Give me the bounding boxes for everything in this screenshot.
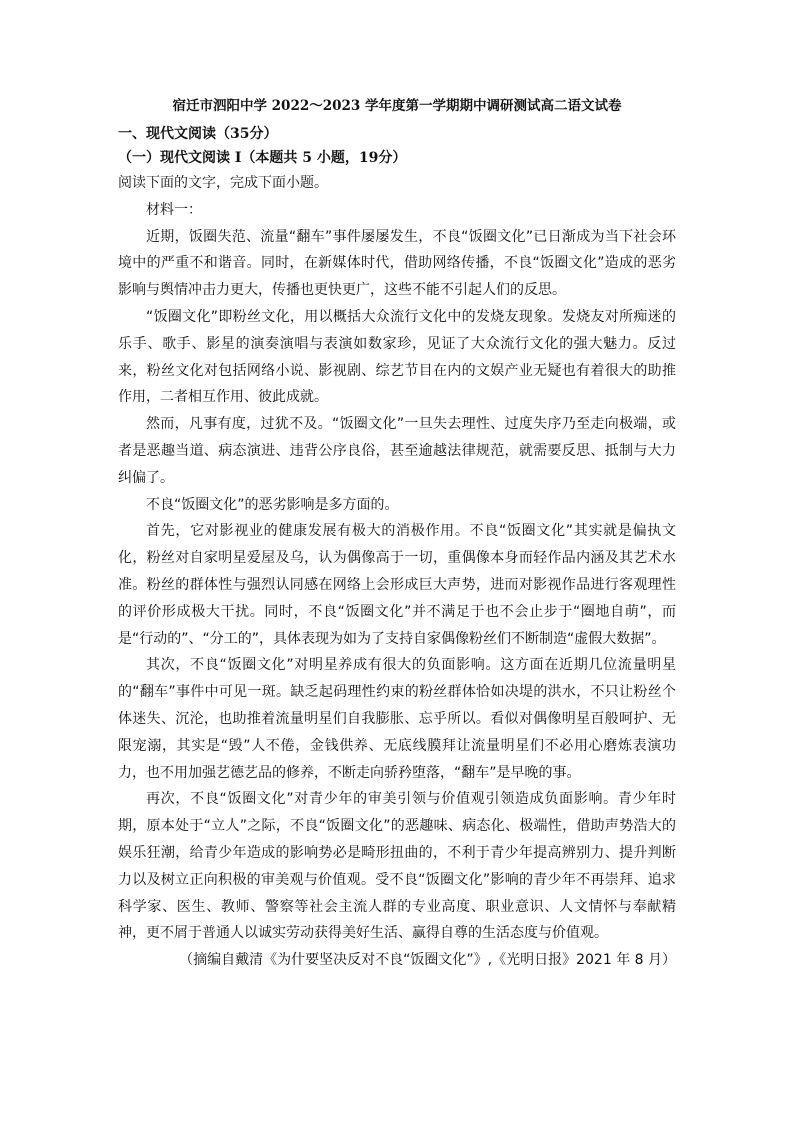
subsection-heading: （一）现代文阅读 I（本题共 5 小题，19分） (118, 150, 407, 166)
section-heading: 一、现代文阅读（35分） (118, 126, 278, 142)
paragraph-6: 其次，不良“饭圈文化”对明星养成有很大的负面影响。这方面在近期几位流量明星的“翻车”事件中可见一斑。缺乏起码理性约束的粉丝群体恰如决堤的洪水，不只让粉丝个体迷失、沉沦，也助推着流量明星们自我膨胀、忘乎所以。看似对偶像明星百般呵护、无限宠溺，其实是“毁”人不倦，金钱供养、无底线膜拜让流量明星们不必用心磨炼表演功力，也不用加强艺德艺品的修养，不断走向骄矜堕落，“翻车”是早晚的事。 (118, 657, 676, 781)
paragraph-5: 首先，它对影视业的健康发展有极大的消极作用。不良“饭圈文化”其实就是偏执文化，粉丝对自家明星爱屋及乌，认为偶像高于一切，重偶像本身而轻作品内涵及其艺术水准。粉丝的群体性与强烈认同感在网络上会形成巨大声势，进而对影视作品进行客观理性的评价形成极大干扰。同时，不良“饭圈文化”并不满足于也不会止步于“圈地自萌”，而是“行动的”、“分工的”，具体表现为如为了支持自家偶像粉丝们不断制造“虚假大数据”。 (118, 523, 676, 647)
paragraph-1: 近期，饭圈失范、流量“翻车”事件屡屡发生，不良“饭圈文化”已日渐成为当下社会环境中的严重不和谐音。同时，在新媒体时代，借助网络传播，不良“饭圈文化”造成的恶劣影响与舆情冲击力更大，传播也更快更广，这些不能不引起人们的反思。 (118, 228, 676, 299)
source-citation: （摘编自戴清《为什要坚决反对不良“饭圈文化”》,《光明日报》2021 年 8 月） (179, 952, 676, 969)
paragraph-3: 然而，凡事有度，过犹不及。“饭圈文化”一旦失去理性、过度失序乃至走向极端，或者是恶趣当道、病态演进、违背公序良俗，甚至逾越法律规范，就需要反思、抵制与大力纠偏了。 (118, 416, 676, 486)
paragraph-4: 不良“饭圈文化”的恶劣影响是多方面的。 (146, 496, 399, 513)
exam-title: 宿迁市泗阳中学 2022～2023 学年度第一学期期中调研测试高二语文试卷 (172, 98, 622, 114)
paragraph-7: 再次，不良“饭圈文化”对青少年的审美引领与价值观引领造成负面影响。青少年时期，原本处于“立人”之际，不良“饭圈文化”的恶趣味、病态化、极端性，借助声势浩大的娱乐狂潮，给青少年造成的影响势必是畸形扭曲的，不利于青少年提高辨别力、提升判断力以及树立正向积极的审美观与价值观。受不良“饭圈文化”影响的青少年不再崇拜、追求科学家、医生、教师、警察等社会主流人群的专业高度、职业意识、人文情怀与奉献精神，更不屑于普通人以诚实劳动获得美好生活、赢得自尊的生活态度与价值观。 (118, 791, 676, 942)
paragraph-2: “饭圈文化”即粉丝文化，用以概括大众流行文化中的发烧友现象。发烧友对所痴迷的乐手、歌手、影星的演奏演唱与表演如数家珍，见证了大众流行文化的强大魅力。反过来，粉丝文化对包括网络小说、影视剧、综艺节目在内的文娱产业无疑也有着很大的助推作用，二者相互作用、彼此成就。 (118, 308, 676, 406)
material-label: 材料一： (146, 201, 202, 218)
instruction-text: 阅读下面的文字，完成下面小题。 (118, 175, 328, 191)
exam-page (118, 96, 676, 973)
